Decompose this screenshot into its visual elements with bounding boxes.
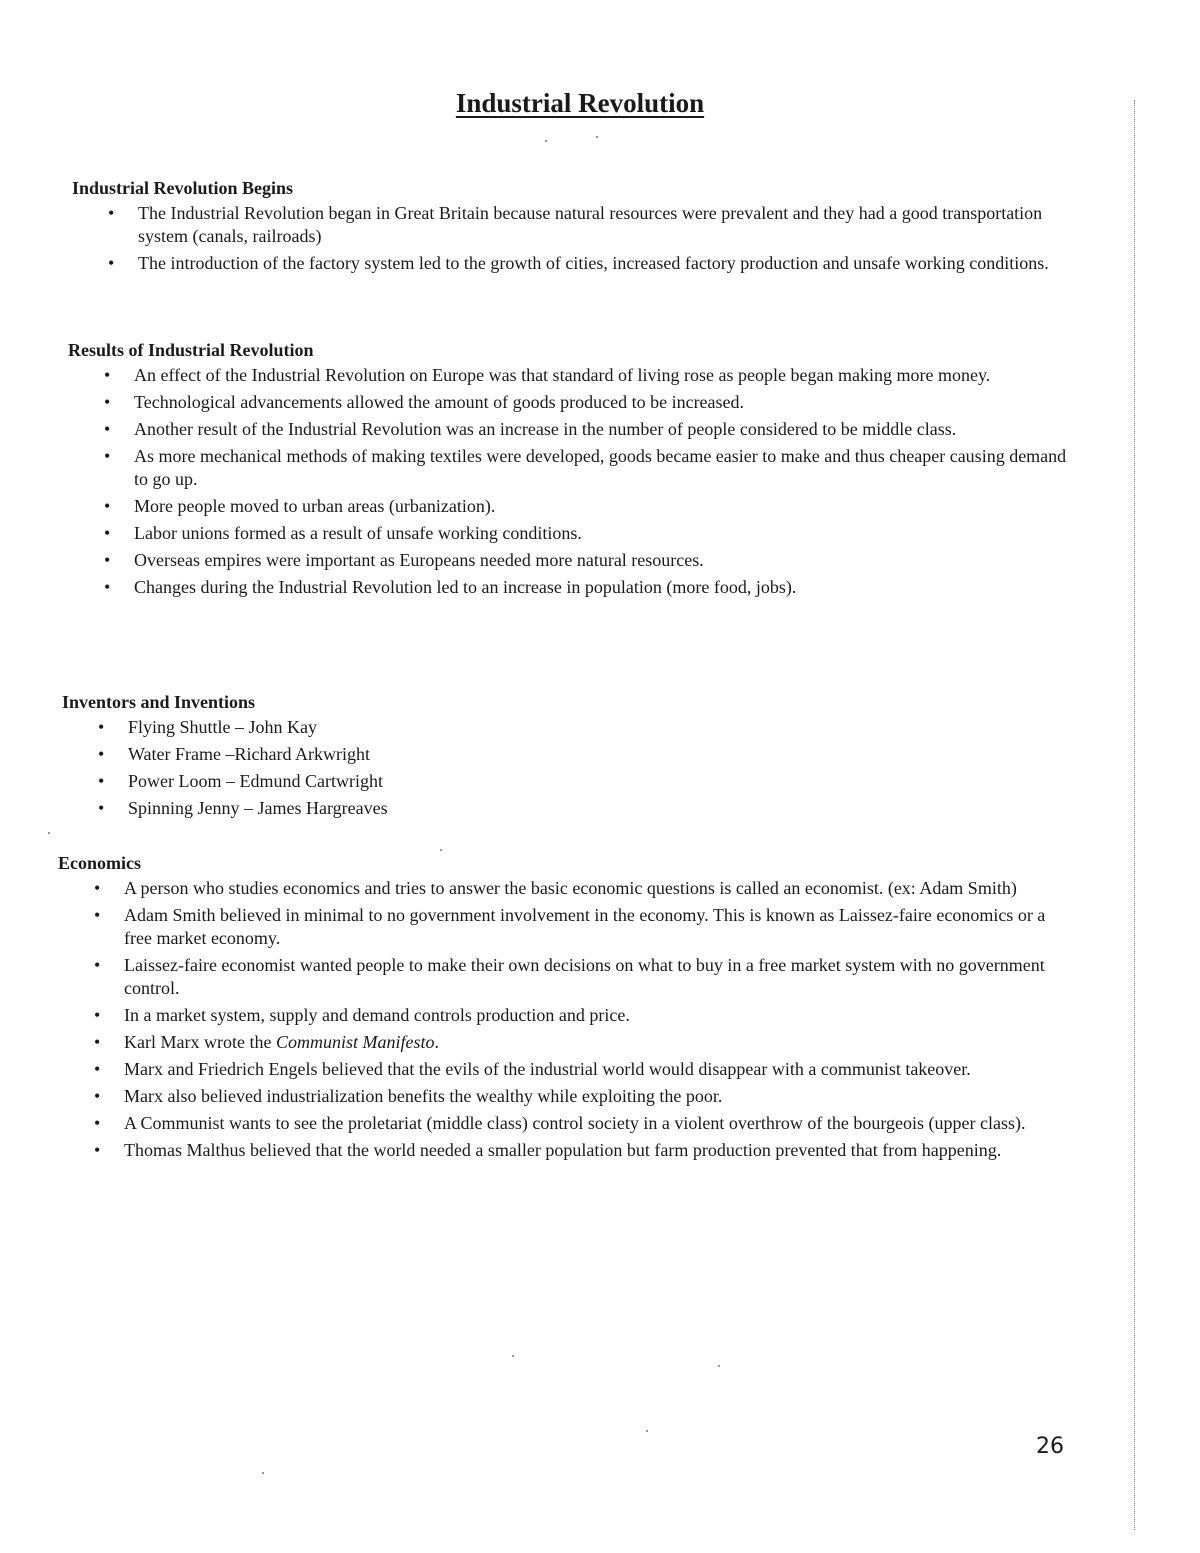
section-heading: Results of Industrial Revolution [68,340,314,360]
section-results [68,338,1074,603]
list-item: • Another result of the Industrial Revolution was an increase in the number of people considered to be middle class. [134,418,1074,441]
list-item: • Laissez-faire economist wanted people to make their own decisions on what to buy in a free market system with no government control. [124,954,1069,1000]
list-item: • Spinning Jenny – James Hargreaves [128,797,828,820]
list-item: • Labor unions formed as a result of unsafe working conditions. [134,522,1074,545]
scan-speck [646,1430,648,1432]
list-item: • Power Loom – Edmund Cartwright [128,770,828,793]
list-item: • A person who studies economics and tries to answer the basic economic questions is called an economist. (ex: Adam Smith) [124,877,1069,900]
list-item: • An effect of the Industrial Revolution on Europe was that standard of living rose as people began making more money. [134,364,1074,387]
list-item: • Changes during the Industrial Revolution led to an increase in population (more food, jobs). [134,576,1074,599]
bullet-list [134,364,1074,599]
list-item: • Technological advancements allowed the amount of goods produced to be increased. [134,391,1074,414]
scan-speck [262,1472,264,1474]
bullet-list [128,716,828,820]
list-item: • Karl Marx wrote the Communist Manifesto. [124,1031,1069,1054]
list-item: • As more mechanical methods of making textiles were developed, goods became easier to make and thus cheaper causing demand to go up. [134,445,1074,491]
list-item: • The Industrial Revolution began in Great Britain because natural resources were prevalent and they had a good transportation system (canals, railroads) [138,202,1078,248]
scan-speck [48,832,50,834]
section-heading: Industrial Revolution Begins [72,178,294,198]
scan-speck [545,140,547,142]
list-item: • Adam Smith believed in minimal to no government involvement in the economy. This is known as Laissez-faire economics or a free market economy. [124,904,1069,950]
list-item: • The introduction of the factory system led to the growth of cities, increased factory production and unsafe working conditions. [138,252,1078,275]
list-item: • Thomas Malthus believed that the world needed a smaller population but farm production prevented that from happening. [124,1139,1069,1162]
section-heading: Economics [58,853,141,873]
list-item: • Marx also believed industrialization benefits the wealthy while exploiting the poor. [124,1085,1069,1108]
list-item: • Marx and Friedrich Engels believed that the evils of the industrial world would disappear with a communist takeover. [124,1058,1069,1081]
section-economics [58,851,1069,1166]
list-item: • In a market system, supply and demand controls production and price. [124,1004,1069,1027]
list-item: • Overseas empires were important as Europeans needed more natural resources. [134,549,1074,572]
section-heading: Inventors and Inventions [62,692,256,712]
list-item: • More people moved to urban areas (urbanization). [134,495,1074,518]
scan-speck [718,1365,720,1367]
bullet-list [138,202,1078,275]
bullet-list [124,877,1069,1162]
book-title: Communist Manifesto [275,1032,435,1052]
scan-artifact-line [1134,100,1135,1530]
list-item: • A Communist wants to see the proletariat (middle class) control society in a violent overthrow of the bourgeois (upper class). [124,1112,1069,1135]
page-number: 26 [1036,1434,1064,1459]
section-industrial-revolution-begins [72,176,1078,279]
scan-speck [512,1355,514,1357]
list-item: • Water Frame –Richard Arkwright [128,743,828,766]
list-item: • Flying Shuttle – John Kay [128,716,828,739]
scan-speck [596,136,598,138]
section-inventors [62,690,828,824]
page-title: Industrial Revolution [455,88,705,118]
